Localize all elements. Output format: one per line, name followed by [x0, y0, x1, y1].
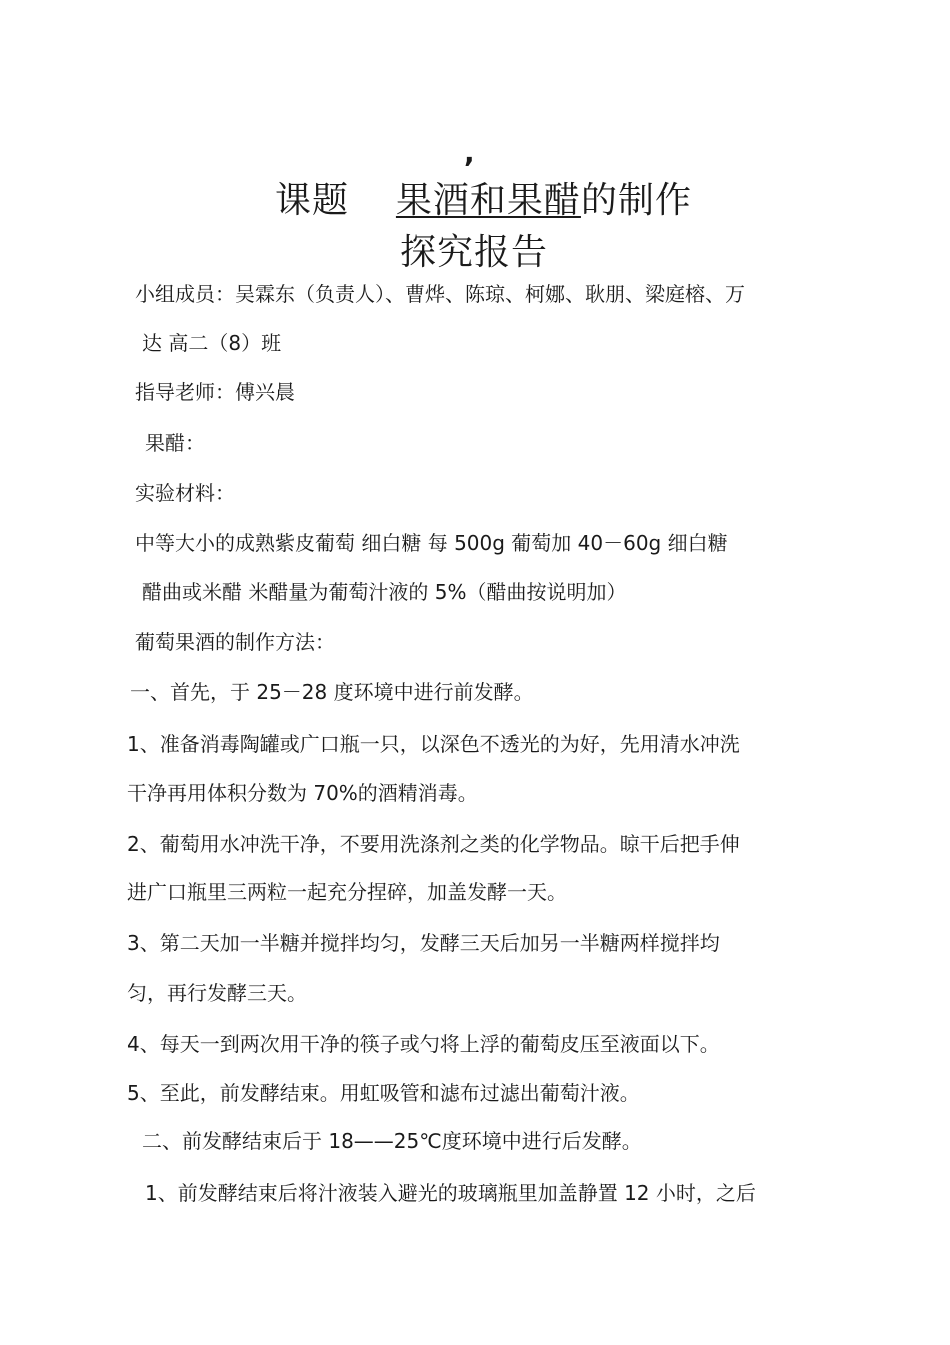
title-suffix: 的制作	[580, 180, 692, 221]
text-line: 匀，再行发酵三天。	[127, 981, 307, 1005]
report-subtitle: 探究报告	[400, 232, 549, 273]
text-line: 5、至此，前发酵结束。用虹吸管和滤布过滤出葡萄汁液。	[127, 1081, 640, 1105]
text-line: 葡萄果酒的制作方法：	[135, 630, 335, 654]
text-line: 1、前发酵结束后将汁液装入避光的玻璃瓶里加盖静置 12 小时，之后	[145, 1181, 756, 1205]
text-line: 二、前发酵结束后于 18——25℃度环境中进行后发酵。	[142, 1129, 642, 1153]
text-line: 达 高二（8）班	[142, 331, 282, 355]
text-line: 3、第二天加一半糖并搅拌均匀，发酵三天后加另一半糖两样搅拌均	[127, 931, 720, 955]
text-line: 醋曲或米醋 米醋量为葡萄汁液的 5%（醋曲按说明加）	[142, 580, 627, 604]
report-title	[275, 172, 692, 223]
text-line: 指导老师：傅兴晨	[135, 380, 295, 404]
text-line: 果醋：	[145, 431, 205, 455]
text-line: 实验材料：	[135, 481, 235, 505]
text-line: 2、葡萄用水冲洗干净，不要用洗涤剂之类的化学物品。晾干后把手伸	[127, 832, 740, 856]
text-line: 进广口瓶里三两粒一起充分捏碎，加盖发酵一天。	[127, 880, 567, 904]
text-line: 4、每天一到两次用干净的筷子或勺将上浮的葡萄皮压至液面以下。	[127, 1032, 720, 1056]
title-prefix: 课题	[275, 180, 350, 221]
tick-mark: ,	[464, 136, 475, 169]
text-line: 干净再用体积分数为 70%的酒精消毒。	[127, 781, 478, 805]
title-underlined: 果酒和果醋	[395, 180, 581, 221]
text-line: 一、首先，于 25－28 度环境中进行前发酵。	[130, 680, 534, 704]
text-line: 中等大小的成熟紫皮葡萄 细白糖 每 500g 葡萄加 40－60g 细白糖	[135, 531, 728, 555]
text-line: 小组成员：吴霖东（负责人）、曹烨、陈琼、柯娜、耿朋、梁庭榕、万	[135, 282, 745, 306]
text-line: 1、准备消毒陶罐或广口瓶一只，以深色不透光的为好，先用清水冲洗	[127, 732, 740, 756]
